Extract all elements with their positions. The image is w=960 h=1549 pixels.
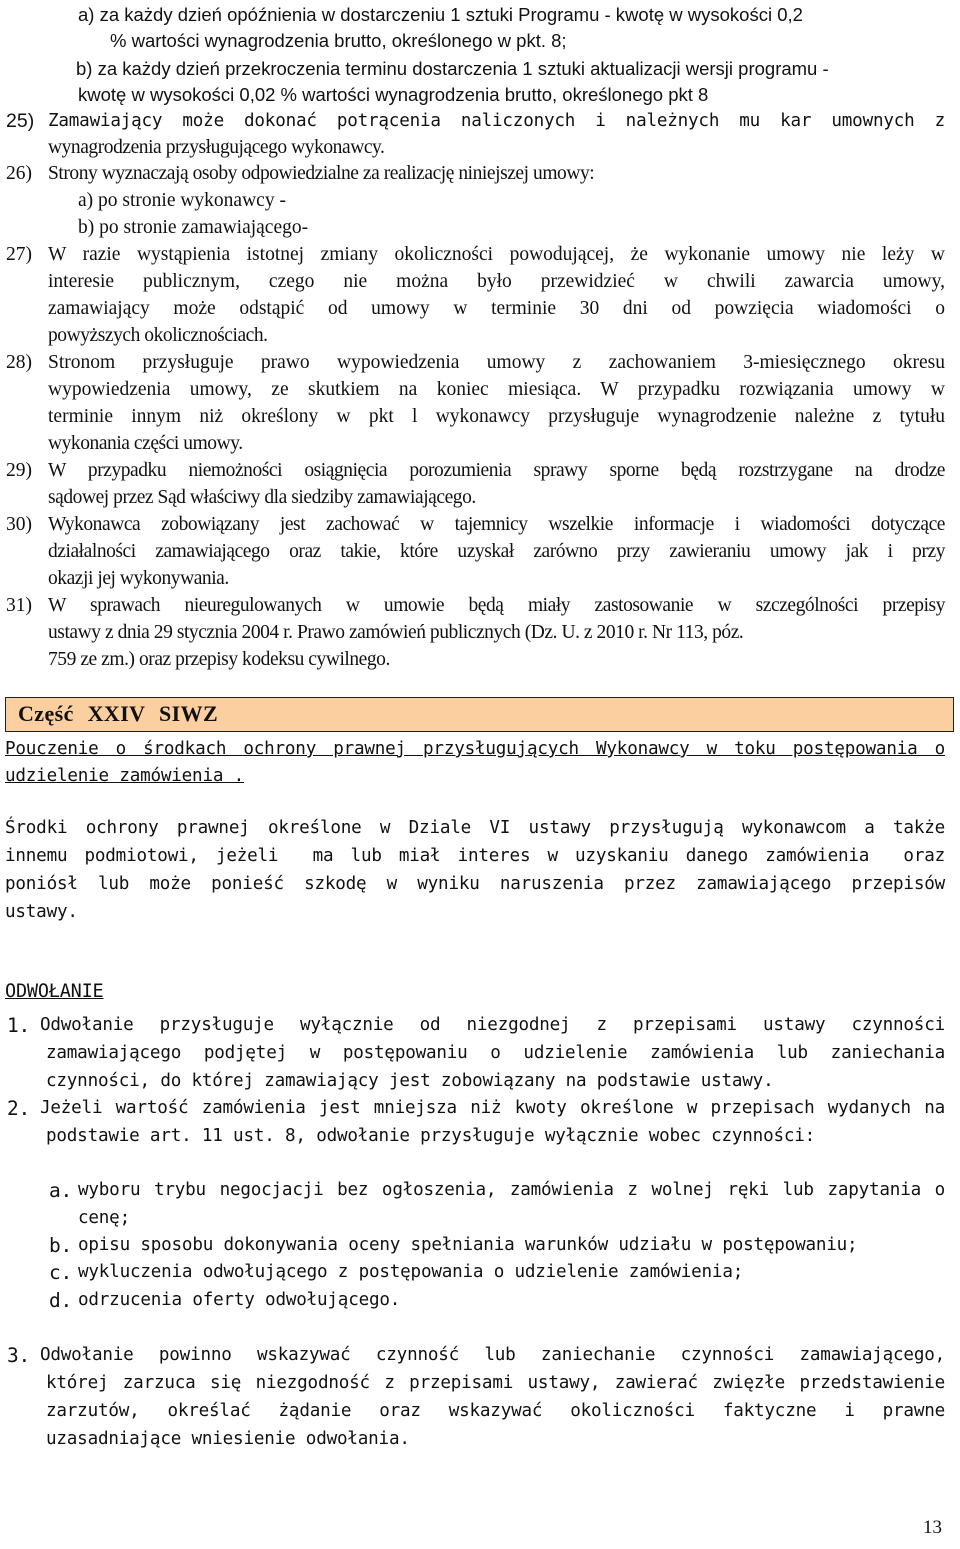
odwolanie-3-line3: zarzutów, określać żądanie oraz wskazywać okoliczności faktyczne i prawne bbox=[46, 1401, 945, 1421]
sub-d-line1: odrzucenia oferty odwołującego. bbox=[78, 1290, 401, 1310]
clause-29-line2: sądowej przez Sąd właściwy dla siedziby zamawiającego. bbox=[48, 487, 476, 508]
odwolanie-3-line4: uzasadniające wniesienie odwołania. bbox=[46, 1429, 410, 1449]
clause-25-line2: wynagrodzenia przysługującego wykonawcy. bbox=[48, 137, 385, 158]
srodki-line3: poniósł lub może ponieść szkodę w wyniku naruszenia przez zamawiającego przepisów bbox=[5, 874, 945, 894]
sub-b-number: b. bbox=[49, 1234, 73, 1257]
clause-30-line3: okazji jej wykonywania. bbox=[48, 568, 229, 589]
item-a-line1: a) za każdy dzień opóźnienia w dostarczeniu 1 sztuki Programu - kwotę w wysokości 0,2 bbox=[78, 4, 803, 25]
srodki-line1: Środki ochrony prawnej określone w Dziale VI ustawy przysługują wykonawcom a także bbox=[5, 818, 945, 838]
clause-29-number: 29) bbox=[6, 460, 32, 481]
clause-28-line1: Stronom przysługuje prawo wypowiedzenia umowy z zachowaniem 3-miesięcznego okresu bbox=[48, 352, 945, 373]
srodki-line4: ustawy. bbox=[5, 902, 78, 922]
section-title: Część XXIV SIWZ bbox=[18, 701, 219, 726]
clause-29-line1: W przypadku niemożności osiągnięcia porozumienia sprawy sporne będą rozstrzygane na drodze bbox=[48, 460, 945, 481]
item-a-line2: % wartości wynagrodzenia brutto, określonego w pkt. 8; bbox=[110, 30, 567, 51]
odwolanie-1-number: 1. bbox=[7, 1014, 31, 1037]
sub-d-number: d. bbox=[49, 1289, 73, 1312]
clause-28-line3: terminie innym niż określony w pkt l wykonawcy przysługuje wynagrodzenie należne z tytułu bbox=[48, 406, 945, 427]
odwolanie-3-number: 3. bbox=[7, 1344, 31, 1367]
sub-b-line1: opisu sposobu dokonywania oceny spełniania warunków udziału w postępowaniu; bbox=[78, 1235, 858, 1255]
pouczenie-line2: udzielenie zamówienia . bbox=[5, 766, 245, 786]
odwolanie-1-line1: Odwołanie przysługuje wyłącznie od niezgodnej z przepisami ustawy czynności bbox=[40, 1015, 945, 1035]
sub-a-line2: cenę; bbox=[78, 1208, 130, 1228]
clause-27-line2: interesie publicznym, czego nie można było przewidzieć w chwili zawarcia umowy, bbox=[48, 271, 945, 292]
clause-26-line1: Strony wyznaczają osoby odpowiedzialne za realizację niniejszej umowy: bbox=[48, 163, 595, 184]
odwolanie-heading: ODWOŁANIE bbox=[5, 981, 104, 1002]
clause-28-line2: wypowiedzenia umowy, ze skutkiem na koniec miesiąca. W przypadku rozwiązania umowy w bbox=[48, 379, 945, 400]
sub-a-number: a. bbox=[49, 1179, 73, 1202]
item-b-line1: b) za każdy dzień przekroczenia terminu dostarczenia 1 sztuki aktualizacji wersji programu - bbox=[76, 58, 829, 79]
clause-25-number: 25) bbox=[6, 110, 35, 132]
clause-26-number: 26) bbox=[6, 163, 32, 184]
clause-27-line3: zamawiający może odstąpić od umowy w terminie 30 dni od powzięcia wiadomości o bbox=[48, 298, 945, 319]
item-b-line2: kwotę w wysokości 0,02 % wartości wynagrodzenia brutto, określonego pkt 8 bbox=[78, 84, 709, 105]
clause-30-line1: Wykonawca zobowiązany jest zachować w tajemnicy wszelkie informacje i wiadomości dotyczące bbox=[48, 514, 945, 535]
clause-27-number: 27) bbox=[6, 244, 32, 265]
clause-30-line2: działalności zamawiającego oraz takie, które uzyskał zarówno przy zawieraniu umowy jak i przy bbox=[48, 541, 945, 562]
odwolanie-1-line2: zamawiającego podjętej w postępowaniu o udzielenie zamówienia lub zaniechania bbox=[46, 1043, 945, 1063]
odwolanie-2-line2: podstawie art. 11 ust. 8, odwołanie przysługuje wyłącznie wobec czynności: bbox=[46, 1126, 816, 1146]
odwolanie-2-line1: Jeżeli wartość zamówienia jest mniejsza niż kwoty określone w przepisach wydanych na bbox=[40, 1098, 945, 1118]
odwolanie-3-line1: Odwołanie powinno wskazywać czynność lub zaniechanie czynności zamawiającego, bbox=[40, 1345, 945, 1365]
sub-c-line1: wykluczenia odwołującego z postępowania o udzielenie zamówienia; bbox=[78, 1262, 744, 1282]
sub-c-number: c. bbox=[49, 1261, 73, 1284]
clause-25-line1: Zamawiający może dokonać potrącenia naliczonych i należnych mu kar umownych z bbox=[48, 111, 945, 131]
clause-30-number: 30) bbox=[6, 514, 32, 535]
clause-28-line4: wykonania części umowy. bbox=[48, 433, 243, 454]
clause-28-number: 28) bbox=[6, 352, 32, 373]
clause-31-number: 31) bbox=[6, 595, 32, 616]
clause-26-line2: a) po stronie wykonawcy - bbox=[78, 190, 286, 211]
clause-27-line4: powyższych okolicznościach. bbox=[48, 325, 268, 346]
odwolanie-1-line3: czynności, do której zamawiający jest zobowiązany na podstawie ustawy. bbox=[46, 1071, 774, 1091]
pouczenie-line1: Pouczenie o środkach ochrony prawnej przysługujących Wykonawcy w toku postępowania o bbox=[5, 739, 945, 759]
odwolanie-2-number: 2. bbox=[7, 1097, 31, 1120]
section-header-box bbox=[5, 697, 954, 732]
clause-31-line2: ustawy z dnia 29 stycznia 2004 r. Prawo zamówień publicznych (Dz. U. z 2010 r. Nr 113, póz. bbox=[48, 622, 744, 643]
sub-a-line1: wyboru trybu negocjacji bez ogłoszenia, zamówienia z wolnej ręki lub zapytania o bbox=[78, 1180, 945, 1200]
page-number: 13 bbox=[923, 1517, 942, 1538]
odwolanie-3-line2: której zarzuca się niezgodność z przepisami ustawy, zawierać zwięzłe przedstawienie bbox=[46, 1373, 945, 1393]
srodki-line2: innemu podmiotowi, jeżeli ma lub miał interes w uzyskaniu danego zamówienia oraz bbox=[5, 846, 945, 866]
clause-31-line3: 759 ze zm.) oraz przepisy kodeksu cywilnego. bbox=[48, 649, 390, 670]
clause-27-line1: W razie wystąpienia istotnej zmiany okoliczności powodującej, że wykonanie umowy nie leży w bbox=[48, 244, 945, 265]
clause-26-line3: b) po stronie zamawiającego- bbox=[78, 217, 309, 238]
clause-31-line1: W sprawach nieuregulowanych w umowie będą miały zastosowanie w szczególności przepisy bbox=[48, 595, 945, 616]
